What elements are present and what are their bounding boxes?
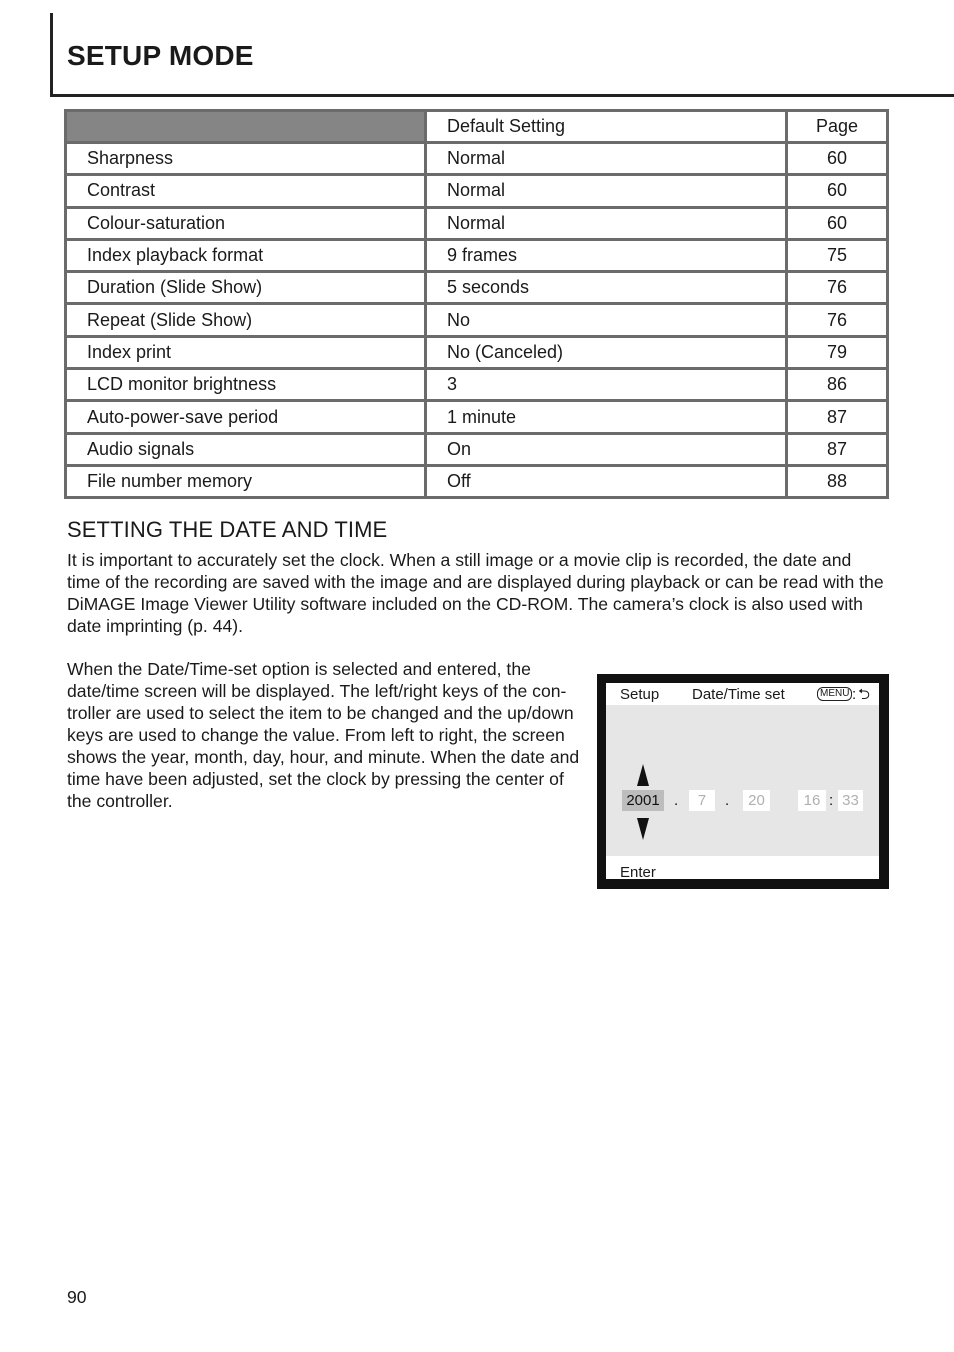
menu-key-icon: MENU: [817, 687, 852, 701]
table-cell-item: Sharpness: [66, 143, 426, 175]
table-cell-default: 1 minute: [426, 401, 787, 433]
camera-lcd-screen: [597, 674, 889, 889]
page-title: SETUP MODE: [67, 40, 254, 71]
table-cell-item: Index playback format: [66, 239, 426, 271]
table-cell-item: Audio signals: [66, 433, 426, 465]
table-cell-default: Off: [426, 465, 787, 497]
table-cell-default: No (Canceled): [426, 336, 787, 368]
arrow-down-icon: [637, 818, 649, 840]
table-cell-page: 60: [787, 143, 888, 175]
lcd-display: [606, 683, 879, 879]
table-cell-default: 9 frames: [426, 239, 787, 271]
page-number: 90: [67, 1287, 87, 1307]
hour-field: 16: [798, 790, 826, 811]
table-cell-page: 76: [787, 272, 888, 304]
table-cell-item: Auto-power-save period: [66, 401, 426, 433]
table-cell-page: 88: [787, 465, 888, 497]
table-cell-page: 75: [787, 239, 888, 271]
table-cell-item: File number memory: [66, 465, 426, 497]
table-cell-default: 3: [426, 369, 787, 401]
date-separator: .: [674, 792, 679, 809]
lcd-header: [606, 683, 879, 705]
lcd-menu-colon: :: [852, 686, 857, 703]
intro-paragraph: It is important to accurately set the clock. When a still image or a movie clip is recorded, the date and time of the recording are saved with the image and are displayed during playback or can be read with the DiMAGE Image Viewer Utility software included on the CD-ROM. The camera’s clock is also used with date imprinting (p. 44).: [67, 550, 884, 636]
minute-field: 33: [838, 790, 863, 811]
default-settings-table: [64, 109, 889, 499]
table-row: [66, 272, 888, 304]
lcd-title: Date/Time set: [692, 686, 785, 703]
table-cell-item: Colour-saturation: [66, 207, 426, 239]
table-cell-default: Normal: [426, 175, 787, 207]
table-header-default: Default Setting: [426, 111, 787, 143]
table-cell-page: 60: [787, 175, 888, 207]
table-row: [66, 336, 888, 368]
table-cell-default: Normal: [426, 207, 787, 239]
table-row: [66, 369, 888, 401]
header-vertical-rule: [50, 13, 53, 97]
lcd-tab-setup: Setup: [620, 686, 660, 703]
table-cell-page: 86: [787, 369, 888, 401]
table-header-blank-cell: [66, 111, 426, 143]
table-cell-page: 60: [787, 207, 888, 239]
table-cell-item: LCD monitor brightness: [66, 369, 426, 401]
time-separator: :: [829, 792, 834, 809]
table-cell-default: No: [426, 304, 787, 336]
header-horizontal-rule: [50, 94, 954, 97]
year-field: 2001: [622, 790, 664, 811]
table-cell-page: 87: [787, 401, 888, 433]
table-row: [66, 207, 888, 239]
day-field: 20: [743, 790, 770, 811]
lcd-footer: [606, 856, 879, 879]
table-row: [66, 465, 888, 497]
table-cell-page: 79: [787, 336, 888, 368]
table-row: [66, 175, 888, 207]
lcd-body: [606, 705, 879, 856]
table-row: [66, 143, 888, 175]
table-row: [66, 304, 888, 336]
return-arrow-icon: ⮌: [858, 686, 871, 703]
table-cell-item: Repeat (Slide Show): [66, 304, 426, 336]
arrow-up-icon: [637, 764, 649, 786]
date-separator: .: [725, 792, 730, 809]
lcd-enter-label: Enter: [620, 864, 656, 881]
table-cell-default: Normal: [426, 143, 787, 175]
table-row: [66, 239, 888, 271]
table-header-row: [66, 111, 888, 143]
instructions-paragraph: When the Date/Time-set option is selected and entered, the date/time screen will be displayed. The left/right keys of the con-troller are used to select the item to be changed and the up/down keys are used to change the value. From left to right, the screen shows the year, month, day, hour, and minute. When the date and time have been adjusted, set the clock by pressing the center of the controller.: [67, 659, 580, 811]
table-cell-default: On: [426, 433, 787, 465]
month-field: 7: [689, 790, 715, 811]
table-cell-page: 87: [787, 433, 888, 465]
table-cell-item: Index print: [66, 336, 426, 368]
table-row: [66, 433, 888, 465]
section-title: SETTING THE DATE AND TIME: [67, 517, 388, 542]
table-cell-page: 76: [787, 304, 888, 336]
table-row: [66, 401, 888, 433]
table-cell-item: Contrast: [66, 175, 426, 207]
table-header-page: Page: [787, 111, 888, 143]
table-cell-default: 5 seconds: [426, 272, 787, 304]
table-cell-item: Duration (Slide Show): [66, 272, 426, 304]
